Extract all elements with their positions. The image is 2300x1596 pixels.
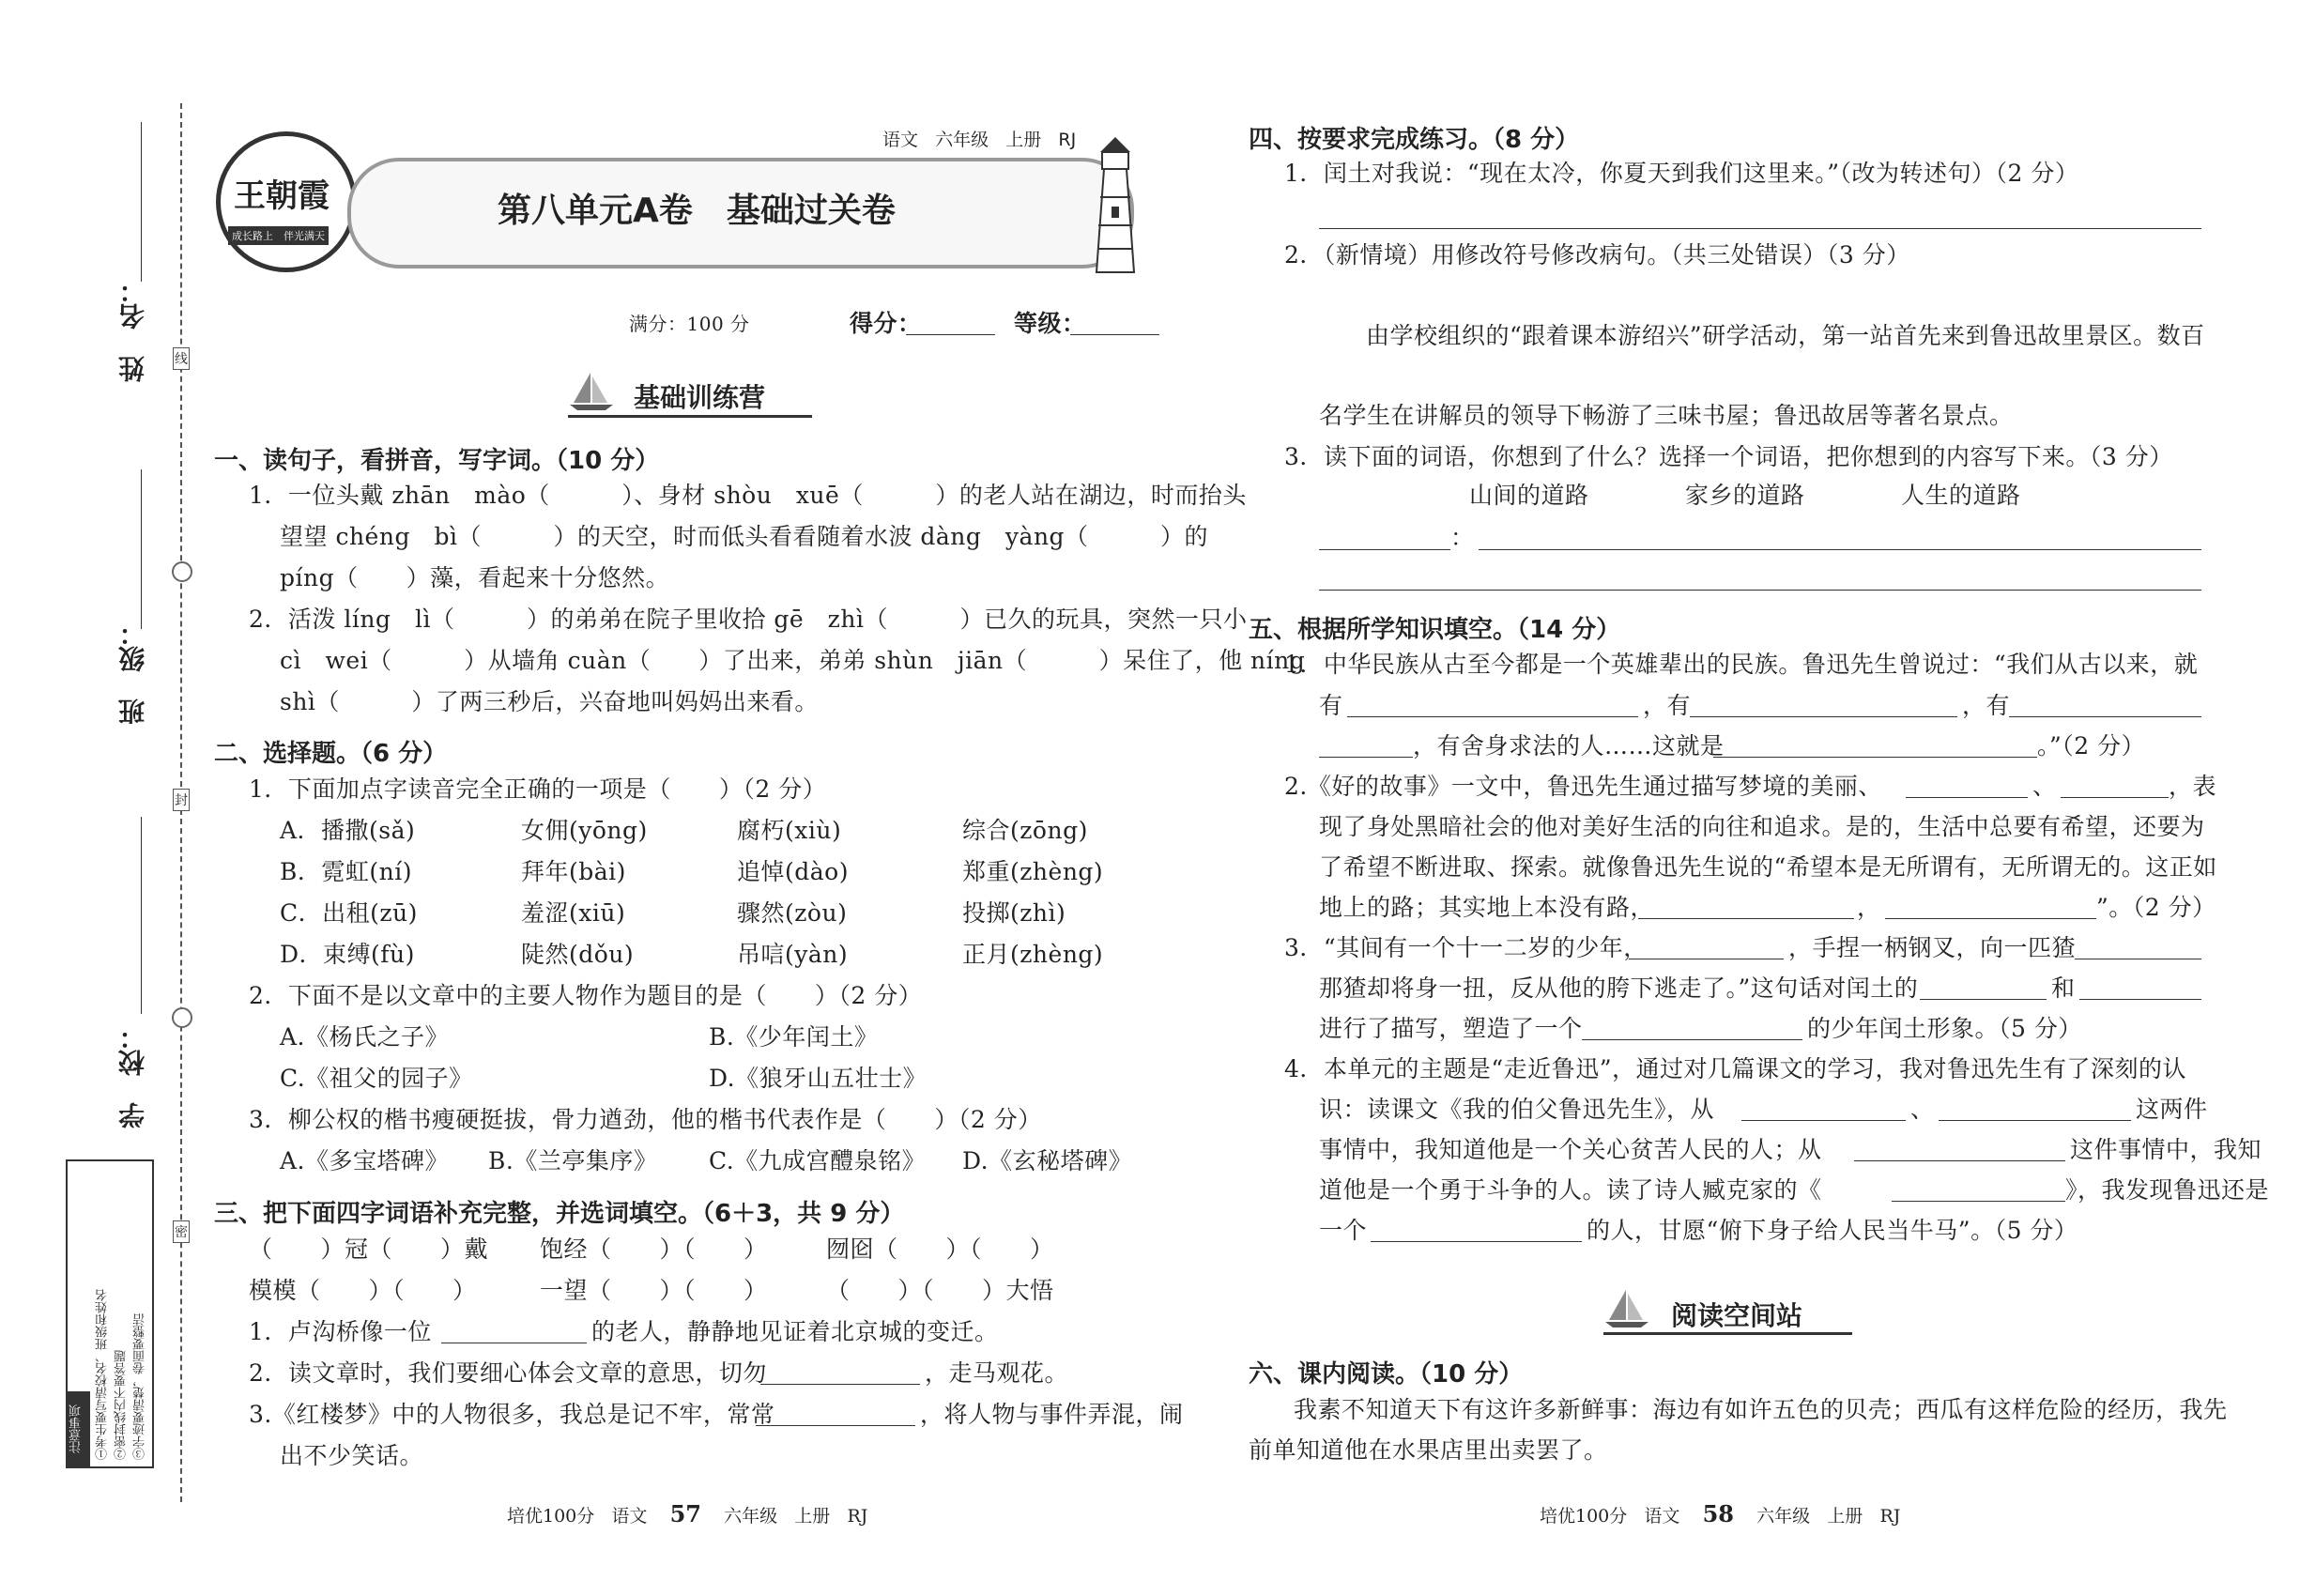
s5-q3-l2-b: 和 <box>2051 974 2076 1002</box>
s2-q1-optD-1[interactable]: D．束缚(fù) <box>280 941 415 968</box>
s2-q3-optC[interactable]: C.《九成宫醴泉铭》 <box>709 1147 927 1174</box>
s4-q1-answer-line[interactable] <box>1319 228 2201 229</box>
section-6-title: 六、课内阅读。（10 分） <box>1249 1360 1524 1389</box>
school-field[interactable] <box>141 817 142 1014</box>
s5-q4-l4-b: 》，我发现鲁迅还是 <box>2065 1176 2270 1204</box>
page-title: 第八单元A卷 基础过关卷 <box>498 192 896 230</box>
footer-subject: 语文 <box>1644 1506 1680 1527</box>
s2-q1-optC-3: 骤然(zòu) <box>737 899 848 927</box>
s5-q4-l5-b: 的人，甘愿“俯下身子给人民当牛马”。（5 分） <box>1587 1217 2078 1244</box>
right-footer <box>1540 1500 1900 1527</box>
class-label: 班 级： <box>117 620 148 725</box>
s2-q2-optC[interactable]: C.《祖父的园子》 <box>280 1065 473 1092</box>
page-header <box>207 113 1202 300</box>
page-number: 57 <box>669 1500 701 1527</box>
s5-q4-blank-3[interactable] <box>1854 1160 2065 1161</box>
meta-edition: RJ <box>1058 130 1077 150</box>
s1-q1-line3: píng（ ）藻，看起来十分悠然。 <box>280 564 670 591</box>
s4-q3-word-blank[interactable] <box>1319 549 1450 550</box>
s2-q1-optD-4: 正月(zhèng) <box>962 941 1104 968</box>
s5-q3-l1-b: ，手捏一柄钢叉，向一匹猹 <box>1788 934 2077 961</box>
s5-q1-l2-b: ，有 <box>1643 692 1692 719</box>
notice-title: 注意事项 <box>68 1391 90 1466</box>
s3-q3-line2: 出不少笑话。 <box>280 1442 424 1469</box>
notice-item-2: ②密封线内不要答题 <box>115 1350 129 1460</box>
s5-q1-line1: 1．中华民族从古至今都是一个英雄辈出的民族。鲁迅先生曾说过：“我们从古以来，就 <box>1284 651 2199 678</box>
s6-passage-line1: 我素不知道天下有这许多新鲜事：海边有如许五色的贝壳；西瓜有这样危险的经历，我先 <box>1294 1396 2228 1423</box>
score-label: 得分： <box>850 310 922 337</box>
s2-q3-optA[interactable]: A.《多宝塔碑》 <box>280 1147 450 1174</box>
s5-q3-blank-5[interactable] <box>1582 1039 1802 1040</box>
s2-q1-optA-4: 综合(zōng) <box>962 817 1088 844</box>
s5-q2-l4-c: ”。（2 分） <box>2096 894 2216 921</box>
s2-q1-optB-3: 追悼(dào) <box>737 858 849 885</box>
s5-q4-blank-4[interactable] <box>1892 1201 2065 1202</box>
s4-q2-paragraph-1: 由学校组织的“跟着课本游绍兴”研学活动，第一站首先来到鲁迅故里景区。数百 <box>1366 322 2205 349</box>
s4-q3-answer-line-1[interactable] <box>1479 549 2201 550</box>
s5-q4-line1: 4．本单元的主题是“走近鲁迅”，通过对几篇课文的学习，我对鲁迅先生有了深刻的认 <box>1284 1055 2186 1082</box>
logo-subtext: 成长路上 伴光满天 <box>228 226 329 245</box>
class-field[interactable] <box>141 469 142 629</box>
school-label: 学 校： <box>117 1023 148 1128</box>
name-label: 姓 名： <box>117 277 148 382</box>
s5-q3-blank-4[interactable] <box>2079 999 2201 1000</box>
s2-q1-optA-3: 腐朽(xiù) <box>737 817 842 844</box>
logo-badge <box>216 131 357 272</box>
s5-q1-blank-2[interactable] <box>1690 716 1957 717</box>
s5-q2-l4-a: 地上的路；其实地上本没有路， <box>1319 894 1655 921</box>
s1-q1-line2: 望望 chéng bì（ ）的天空，时而低头看看随着水波 dàng yàng（ ）的 <box>280 523 1209 550</box>
s6-passage-line2: 前单知道他在水果店里出卖罢了。 <box>1249 1436 1608 1464</box>
footer-grade: 六年级 <box>1756 1506 1811 1527</box>
s4-q1: 1．闰土对我说：“现在太冷，你夏天到我们这里来。”（改为转述句）（2 分） <box>1284 160 2079 187</box>
s5-q2-l1-c: ，表 <box>2169 773 2217 800</box>
s4-q3: 3．读下面的词语，你想到了什么？选择一个词语，把你想到的内容写下来。（3 分） <box>1284 443 2173 470</box>
badge-reading: 阅读空间站 <box>1671 1300 1803 1331</box>
s5-q3-blank-3[interactable] <box>1920 999 2047 1000</box>
grade-field[interactable] <box>1070 334 1159 335</box>
footer-edition: RJ <box>847 1506 868 1527</box>
s5-q2-l4-b: ， <box>1857 894 1881 921</box>
s3-row2-c: （ ）（ ）大悟 <box>826 1277 1054 1304</box>
s5-q4-l3-a: 事情中，我知道他是一个关心贫苦人民的人；从 <box>1319 1136 1822 1163</box>
meta-volume: 上册 <box>1005 130 1042 150</box>
s5-q1-l2-a: 有 <box>1319 692 1343 719</box>
s5-q3-l3-a: 进行了描写，塑造了一个 <box>1319 1015 1583 1042</box>
s2-q1-optD-2: 陡然(dǒu) <box>521 941 635 968</box>
s4-q2-paragraph-2: 名学生在讲解员的领导下畅游了三味书屋；鲁迅故居等著名景点。 <box>1319 402 2014 429</box>
s5-q4-l2-a: 识：读课文《我的伯父鲁迅先生》，从 <box>1319 1096 1715 1123</box>
s5-q4-blank-5[interactable] <box>1371 1241 1582 1242</box>
s2-q1-optC-4: 投掷(zhì) <box>962 899 1066 927</box>
s5-q4-l2-b: 、 <box>1910 1096 1935 1123</box>
s3-q2-pre: 2．读文章时，我们要细心体会文章的意思，切勿 <box>249 1359 767 1387</box>
s5-q4-l5-a: 一个 <box>1319 1217 1368 1244</box>
s5-q3-l1-a: 3．“其间有一个十一二岁的少年， <box>1284 934 1648 961</box>
cut-mark-mid: 封 <box>173 789 190 811</box>
s2-q1-optA-1[interactable]: A．播撒(sǎ) <box>280 817 416 844</box>
s3-q1-post: 的老人，静静地见证着北京城的变迁。 <box>591 1318 999 1345</box>
s5-q2-line2: 现了身处黑暗社会的他对美好生活的向往和追求。是的，生活中总要有希望，还要为 <box>1319 813 2205 840</box>
cut-mark-bottom: 密 <box>173 1220 190 1243</box>
s2-q1-optD-3: 吊唁(yàn) <box>737 941 849 968</box>
s3-row2-b: 一望（ ）（ ） <box>540 1277 768 1304</box>
page-number: 58 <box>1702 1500 1734 1527</box>
s1-q1-line1: 1．一位头戴 zhān mào（ ）、身材 shòu xuē（ ）的老人站在湖边，时而抬头 <box>249 482 1247 509</box>
s2-q1-optB-4: 郑重(zhèng) <box>962 858 1104 885</box>
notice-box <box>66 1159 154 1468</box>
section-4-title: 四、按要求完成练习。（8 分） <box>1249 126 1580 154</box>
section-5-title: 五、根据所学知识填空。（14 分） <box>1249 616 1621 644</box>
s1-q2-line3: shì（ ）了两三秒后，兴奋地叫妈妈出来看。 <box>280 688 819 715</box>
s5-q1-blank-3[interactable] <box>2009 716 2201 717</box>
cut-mark-top: 线 <box>173 347 190 370</box>
header-meta <box>882 126 1076 151</box>
s5-q4-blank-2[interactable] <box>1939 1120 2131 1121</box>
meta-subject: 语文 <box>882 130 919 150</box>
s2-q1-optC-2: 羞涩(xiū) <box>521 899 626 927</box>
s2-q1-optB-1[interactable]: B．霓虹(ní) <box>280 858 412 885</box>
s5-q3-l3-b: 的少年闰土形象。（5 分） <box>1807 1015 2082 1042</box>
s4-q3-word-2: 家乡的道路 <box>1685 482 1805 509</box>
s5-q2-blank-3[interactable] <box>1638 918 1854 919</box>
s5-q4-blank-1[interactable] <box>1741 1120 1906 1121</box>
score-field[interactable] <box>906 334 995 335</box>
s2-q2-optA[interactable]: A.《杨氏之子》 <box>280 1023 450 1051</box>
s2-q3: 3．柳公权的楷书瘦硬挺拔，骨力遒劲，他的楷书代表作是（ ）（2 分） <box>249 1106 1042 1133</box>
s3-row2-a: 模模（ ）（ ） <box>249 1277 477 1304</box>
s5-q2-blank-2[interactable] <box>2061 797 2169 798</box>
ring-mark-2 <box>172 1007 192 1028</box>
s5-q2-blank-4[interactable] <box>1885 918 2096 919</box>
s2-q2-optD[interactable]: D.《狼牙山五壮士》 <box>709 1065 928 1092</box>
meta-grade: 六年级 <box>935 130 989 150</box>
name-field[interactable] <box>141 122 142 282</box>
s2-q3-optD[interactable]: D.《玄秘塔碑》 <box>962 1147 1133 1174</box>
s5-q4-l4-a: 道他是一个勇于斗争的人。读了诗人臧克家的《 <box>1319 1176 1822 1204</box>
binding-margin <box>0 0 188 1596</box>
footer-volume: 上册 <box>1827 1506 1863 1527</box>
s2-q1-optB-2: 拜年(bài) <box>521 858 626 885</box>
s4-q2: 2．（新情境）用修改符号修改病句。（共三处错误）（3 分） <box>1284 241 1910 269</box>
s5-q4-l2-c: 这两件 <box>2136 1096 2208 1123</box>
s4-q3-colon: ： <box>1450 524 1475 551</box>
s5-q1-l3-a: ，有舍身求法的人……这就是 <box>1413 732 1725 760</box>
footer-edition: RJ <box>1879 1506 1901 1527</box>
s5-q1-blank-4[interactable] <box>1319 757 1413 758</box>
s5-q2-line3: 了希望不断进取、探索。就像鲁迅先生说的“希望本是无所谓有，无所谓无的。这正如 <box>1319 853 2217 881</box>
logo-text: 王朝霞 <box>234 177 330 215</box>
badge-basic: 基础训练营 <box>634 382 766 413</box>
s2-q1-optA-2: 女佣(yōng) <box>521 817 648 844</box>
s3-row1-b: 饱经（ ）（ ） <box>540 1235 768 1263</box>
s3-q3-pre: 3.《红楼梦》中的人物很多，我总是记不牢，常常 <box>249 1401 775 1428</box>
s2-q2: 2．下面不是以文章中的主要人物作为题目的是（ ）（2 分） <box>249 982 923 1009</box>
s4-q3-word-1: 山间的道路 <box>1469 482 1589 509</box>
s2-q3-optB[interactable]: B.《兰亭集序》 <box>488 1147 658 1174</box>
s5-q1-l2-c: ，有 <box>1962 692 2011 719</box>
s1-q2-line2: cì wei（ ）从墙角 cuàn（ ）了出来，弟弟 shùn jiān（ ）呆住了，他 níng <box>280 647 1306 674</box>
s5-q2-l1-b: 、 <box>2032 773 2057 800</box>
s3-q2-blank[interactable] <box>760 1384 920 1385</box>
s5-q1-l3-b: 。”（2 分） <box>2037 732 2146 760</box>
notice-item-3: ③字迹要清楚，卷面要整洁 <box>133 1313 147 1460</box>
s5-q2-l1-a: 2.《好的故事》一文中，鲁迅先生通过描写梦境的美丽、 <box>1284 773 1882 800</box>
s3-row1-a: （ ）冠（ ）戴 <box>249 1235 489 1263</box>
s3-q2-post: ，走马观花。 <box>925 1359 1069 1387</box>
footer-volume: 上册 <box>794 1506 831 1527</box>
s2-q2-optB[interactable]: B.《少年闰土》 <box>709 1023 879 1051</box>
s2-q1-optC-1[interactable]: C．出租(zū) <box>280 899 418 927</box>
section-3-title: 三、把下面四字词语补充完整，并选词填空。（6＋3，共 9 分） <box>214 1200 905 1228</box>
left-footer <box>507 1500 867 1527</box>
s4-q3-answer-line-2[interactable] <box>1319 590 2201 591</box>
s5-q1-blank-5[interactable] <box>1713 757 2037 758</box>
footer-grade: 六年级 <box>724 1506 778 1527</box>
ring-mark-1 <box>172 561 192 582</box>
full-score: 满分：100 分 <box>629 313 750 335</box>
s4-q3-word-3: 人生的道路 <box>1901 482 2021 509</box>
s5-q1-blank-1[interactable] <box>1347 716 1638 717</box>
lighthouse-icon <box>1087 131 1143 285</box>
footer-brand: 培优100分 <box>1540 1506 1628 1527</box>
s3-q3-post: ，将人物与事件弄混，闹 <box>920 1401 1184 1428</box>
s3-q3-blank[interactable] <box>756 1425 915 1426</box>
footer-brand: 培优100分 <box>507 1506 595 1527</box>
s5-q4-l3-b: 这件事情中，我知 <box>2070 1136 2262 1163</box>
section-1-title: 一、读句子，看拼音，写字词。（10 分） <box>214 447 660 475</box>
notice-item-1: ①考生要写清校名、班级和姓名 <box>96 1289 110 1460</box>
s5-q3-l2-a: 那猹却将身一扭，反从他的胯下逃走了。”这句话对闰土的 <box>1319 974 1919 1002</box>
footer-subject: 语文 <box>611 1506 648 1527</box>
s2-q1: 1．下面加点字读音完全正确的一项是（ ）（2 分） <box>249 775 827 803</box>
grade-label: 等级： <box>1014 310 1086 337</box>
s5-q2-blank-1[interactable] <box>1906 797 2028 798</box>
s1-q2-line1: 2．活泼 líng lì（ ）的弟弟在院子里收拾 gē zhì（ ）已久的玩具，突然一只小 <box>249 606 1248 633</box>
section-2-title: 二、选择题。（6 分） <box>214 740 448 768</box>
s3-row1-c: 囫囵（ ）（ ） <box>826 1235 1054 1263</box>
s3-q1-pre: 1．卢沟桥像一位 <box>249 1318 432 1345</box>
